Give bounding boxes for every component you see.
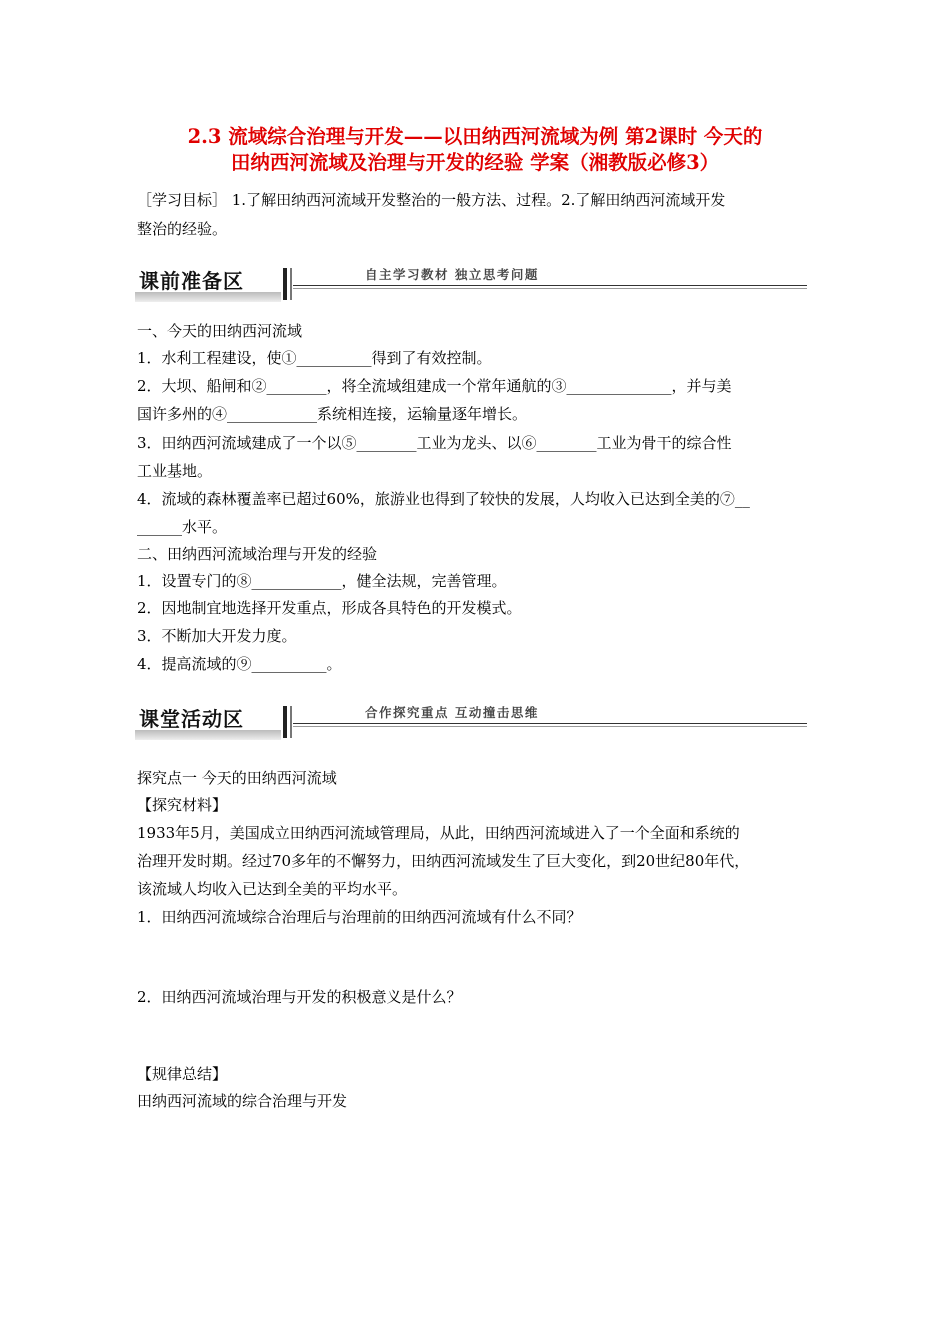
- pre-item-1: 1．水利工程建设，使①__________得到了有效控制。: [137, 349, 492, 367]
- banner-divider: [283, 706, 293, 738]
- pre-item-2b: 国许多州的④____________系统相连接，运输量逐年增长。: [137, 405, 528, 423]
- pre-item-4a: 4．流域的森林覆盖率已超过60%，旅游业也得到了较快的发展，人均收入已达到全美的⑦__: [137, 490, 750, 508]
- banner-divider: [283, 268, 293, 300]
- material-para-1: 1933年5月，美国成立田纳西河流域管理局，从此，田纳西河流域进入了一个全面和系统的: [137, 824, 740, 842]
- summary-text: 田纳西河流域的综合治理与开发: [137, 1092, 348, 1110]
- pre-item-3b: 工业基地。: [137, 462, 213, 480]
- question-1: 1．田纳西河流域综合治理后与治理前的田纳西河流域有什么不同？: [137, 908, 582, 926]
- banner-subtitle: 合作探究重点 互动撞击思维: [365, 705, 539, 720]
- banner-rule-secondary: [293, 288, 807, 289]
- banner-subtitle: 自主学习教材 独立思考问题: [365, 267, 539, 282]
- material-para-2: 治理开发时期。经过70多年的不懈努力，田纳西河流域发生了巨大变化，到20世纪80年代，: [137, 852, 750, 870]
- pre-heading-1: 一、今天的田纳西河流域: [137, 322, 303, 340]
- pre-heading-2: 二、田纳西河流域治理与开发的经验: [137, 545, 378, 563]
- material-heading: 【探究材料】: [137, 796, 228, 814]
- pre-exp-3: 3．不断加大开发力度。: [137, 627, 297, 645]
- pre-exp-2: 2．因地制宜地选择开发重点，形成各具特色的开发模式。: [137, 599, 522, 617]
- section-banner-pre-class: [135, 266, 807, 302]
- objectives-line-2: 整治的经验。: [137, 220, 228, 238]
- pre-item-4b: ______水平。: [137, 518, 228, 536]
- banner-rule: [293, 285, 807, 286]
- summary-heading: 【规律总结】: [137, 1065, 228, 1083]
- banner-label: 课堂活动区: [139, 707, 244, 731]
- banner-rule: [293, 723, 807, 724]
- question-2: 2．田纳西河流域治理与开发的积极意义是什么？: [137, 988, 462, 1006]
- banner-rule-secondary: [293, 726, 807, 727]
- pre-exp-4: 4．提高流域的⑨__________。: [137, 655, 342, 673]
- document-title-line-1: 2.3 流域综合治理与开发——以田纳西河流域为例 第2课时 今天的: [187, 125, 763, 148]
- pre-item-2a: 2．大坝、船闸和②________，将全流域组建成一个常年通航的③______________，并与美: [137, 377, 732, 395]
- objectives-line-1: ［学习目标］ 1.了解田纳西河流域开发整治的一般方法、过程。2.了解田纳西河流域开发: [137, 191, 726, 209]
- banner-label: 课前准备区: [139, 269, 244, 293]
- material-para-3: 该流域人均收入已达到全美的平均水平。: [137, 880, 408, 898]
- section-banner-in-class: [135, 704, 807, 740]
- explore-point-1: 探究点一 今天的田纳西河流域: [137, 769, 337, 787]
- pre-exp-1: 1．设置专门的⑧____________，健全法规，完善管理。: [137, 572, 507, 590]
- pre-item-3a: 3．田纳西河流域建成了一个以⑤________工业为龙头、以⑥________工业为骨干的综合性: [137, 434, 732, 452]
- document-title-line-2: 田纳西河流域及治理与开发的经验 学案（湘教版必修3）: [230, 151, 720, 174]
